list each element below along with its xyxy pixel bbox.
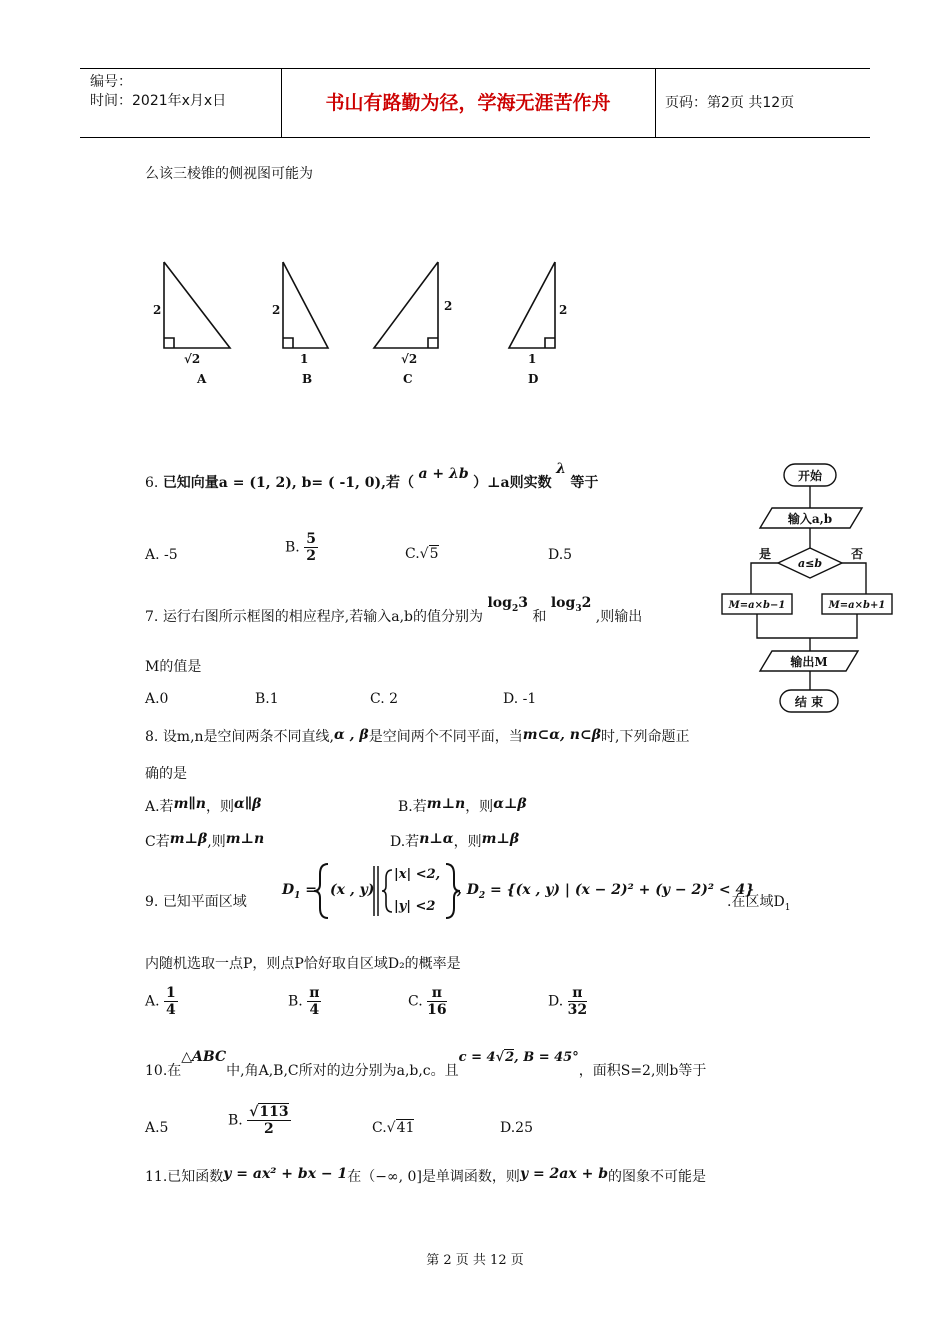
- q6-option-c: C.√5: [405, 546, 439, 562]
- q11-text2: 在（−∞, 0]是单调函数，则: [347, 1169, 520, 1185]
- q10-tri: △ABC: [181, 1049, 227, 1065]
- fig-d-base: 1: [528, 352, 537, 366]
- flow-left-box: M=a×b−1: [728, 600, 786, 611]
- flow-cond: a≤b: [797, 557, 823, 570]
- fig-d-side: 2: [559, 303, 568, 317]
- q11-text1: 已知函数: [167, 1169, 224, 1185]
- q10-text2: 中,角A,B,C所对的边分别为a,b,c。且: [226, 1063, 459, 1079]
- q7-text2: ,则输出: [595, 609, 643, 625]
- q9-option-c: C. $\frac{\pi}{16}$: [408, 985, 447, 1018]
- question-7: [145, 595, 643, 628]
- flowchart: [718, 462, 900, 718]
- q10-option-d: D.25: [500, 1120, 533, 1136]
- q8-line2: 确的是: [145, 766, 187, 782]
- q7-num: 7.: [145, 609, 159, 625]
- q6-text3: 等于: [570, 475, 599, 491]
- q9-num: 9.: [145, 894, 159, 910]
- triangle-b: [283, 262, 328, 348]
- q9-text2: .在区域$D_1$: [727, 894, 791, 913]
- q11-func: y = ax² + bx − 1: [223, 1166, 348, 1182]
- triangle-c: [374, 262, 438, 348]
- q7-option-b: B.1: [255, 691, 279, 707]
- q5-figures: [140, 250, 580, 390]
- triangle-a: [164, 262, 230, 348]
- flow-right-box: M=a×b+1: [828, 600, 886, 611]
- q7-text1: 运行右图所示框图的相应程序,若输入a,b的值分别为: [162, 609, 484, 625]
- q10-num: 10.: [145, 1063, 168, 1079]
- q8-option-b: B.若m⊥n，则α⊥β: [398, 796, 527, 815]
- q9-text1: 已知平面区域: [162, 894, 247, 910]
- fig-c-base: √2: [401, 352, 418, 366]
- fig-c-letter: C: [403, 372, 413, 386]
- q10-option-a: A.5: [145, 1120, 169, 1136]
- q10-option-b: B. $\frac{√113}{2}$: [228, 1104, 289, 1137]
- flow-yes: 是: [758, 547, 772, 561]
- q10-text1: 在: [167, 1063, 182, 1079]
- flow-start: 开始: [797, 469, 823, 483]
- triangle-d: [509, 262, 555, 348]
- q11-func2: y = 2ax + b: [519, 1166, 608, 1182]
- q8-text1: 设m,n是空间两条不同直线,: [162, 729, 335, 745]
- q8-num: 8.: [145, 729, 159, 745]
- q10-text3: ，面积S=2,则b等于: [578, 1063, 707, 1079]
- q11-text3: 的图象不可能是: [607, 1169, 706, 1185]
- question-6: [145, 461, 599, 492]
- q6-text2: ）⊥a则实数: [473, 475, 552, 491]
- q9-lead: [145, 891, 247, 911]
- q6-option-b: B. $\frac{5}{2}$: [285, 531, 316, 564]
- flow-end: 结 束: [794, 695, 824, 709]
- header-motto: 书山有路勤为径，学海无涯苦作舟: [325, 92, 611, 114]
- q8-text3: 时,下列命题正: [601, 729, 690, 745]
- flow-input: 输入a,b: [787, 512, 833, 526]
- q9-option-d: D. $\frac{\pi}{32}$: [548, 985, 588, 1018]
- question-8: [145, 726, 689, 746]
- page-header: [80, 68, 870, 138]
- q7-option-c: C. 2: [370, 691, 399, 707]
- q9-option-b: B. $\frac{\pi}{4}$: [288, 985, 320, 1018]
- q9-option-a: A. $\frac{1}{4}$: [145, 985, 176, 1018]
- q9-d1-name: $D_1$ =: [282, 882, 318, 901]
- q7-and: 和: [532, 609, 547, 625]
- q6-num: 6.: [145, 475, 159, 491]
- q10-cond: c = 4√2, B = 45°: [458, 1050, 579, 1065]
- page-footer: 第 2 页 共 12 页: [426, 1253, 524, 1268]
- flow-output: 输出M: [790, 655, 828, 669]
- q8-greek: α , β: [334, 727, 369, 743]
- header-meta: [90, 73, 226, 141]
- q6-expr: a + λb: [418, 466, 469, 482]
- q6-option-a: A. -5: [145, 547, 178, 563]
- fig-c-side: 2: [444, 299, 453, 313]
- fig-b-side: 2: [272, 303, 281, 317]
- header-page-info: 页码：第2页 共12页: [665, 95, 795, 111]
- q8-option-d: D.若n⊥α，则m⊥β: [390, 831, 520, 850]
- fig-b-letter: B: [302, 372, 313, 386]
- q7-line2: M的值是: [145, 659, 202, 675]
- fig-b-base: 1: [300, 352, 309, 366]
- q7-log2: $\log_32$: [550, 595, 592, 614]
- q6-option-d: D.5: [548, 547, 573, 563]
- q8-text2: 是空间两个不同平面，当: [368, 729, 523, 745]
- q10-option-c: C.√41: [372, 1120, 415, 1136]
- q9-line2: 内随机选取一点P，则点P恰好取自区域D₂的概率是: [145, 956, 461, 972]
- q9-d1-xy: (x , y): [330, 882, 375, 898]
- date-label: 时间：2021年x月x日: [90, 93, 227, 109]
- q5-tail-text: 么该三棱锥的侧视图可能为: [145, 166, 313, 182]
- fig-a-letter: A: [197, 372, 207, 386]
- q7-option-a: A.0: [145, 691, 169, 707]
- q6-text1: 已知向量a = (1, 2), b= ( -1, 0),若（: [162, 475, 415, 491]
- fig-a-base: √2: [184, 352, 201, 366]
- q7-log1: $\log_23$: [487, 595, 528, 614]
- q8-cond: m⊂α, n⊂β: [522, 727, 601, 743]
- q8-option-c: C若m⊥β,则m⊥n: [145, 831, 265, 850]
- q7-option-d: D. -1: [503, 691, 537, 707]
- fig-d-letter: D: [528, 372, 539, 386]
- header-divider: [655, 69, 656, 137]
- question-10: [145, 1049, 707, 1080]
- question-11: [145, 1166, 706, 1186]
- flow-no: 否: [850, 547, 864, 561]
- code-label: 编号：: [90, 74, 132, 90]
- q8-option-a: A.若m∥n，则α∥β: [145, 796, 262, 815]
- q9-d2-formula: , $D_2 = \{(x$ , y) | (x − 2)² + (y − 2)² < 4}: [457, 882, 755, 901]
- q6-lambda: λ: [556, 461, 566, 477]
- fig-a-side: 2: [153, 303, 162, 317]
- q9-d1-cond1: |x| <2,: [394, 867, 441, 882]
- q9-d1-cond2: |y| <2: [394, 899, 436, 914]
- q11-num: 11.: [145, 1169, 168, 1185]
